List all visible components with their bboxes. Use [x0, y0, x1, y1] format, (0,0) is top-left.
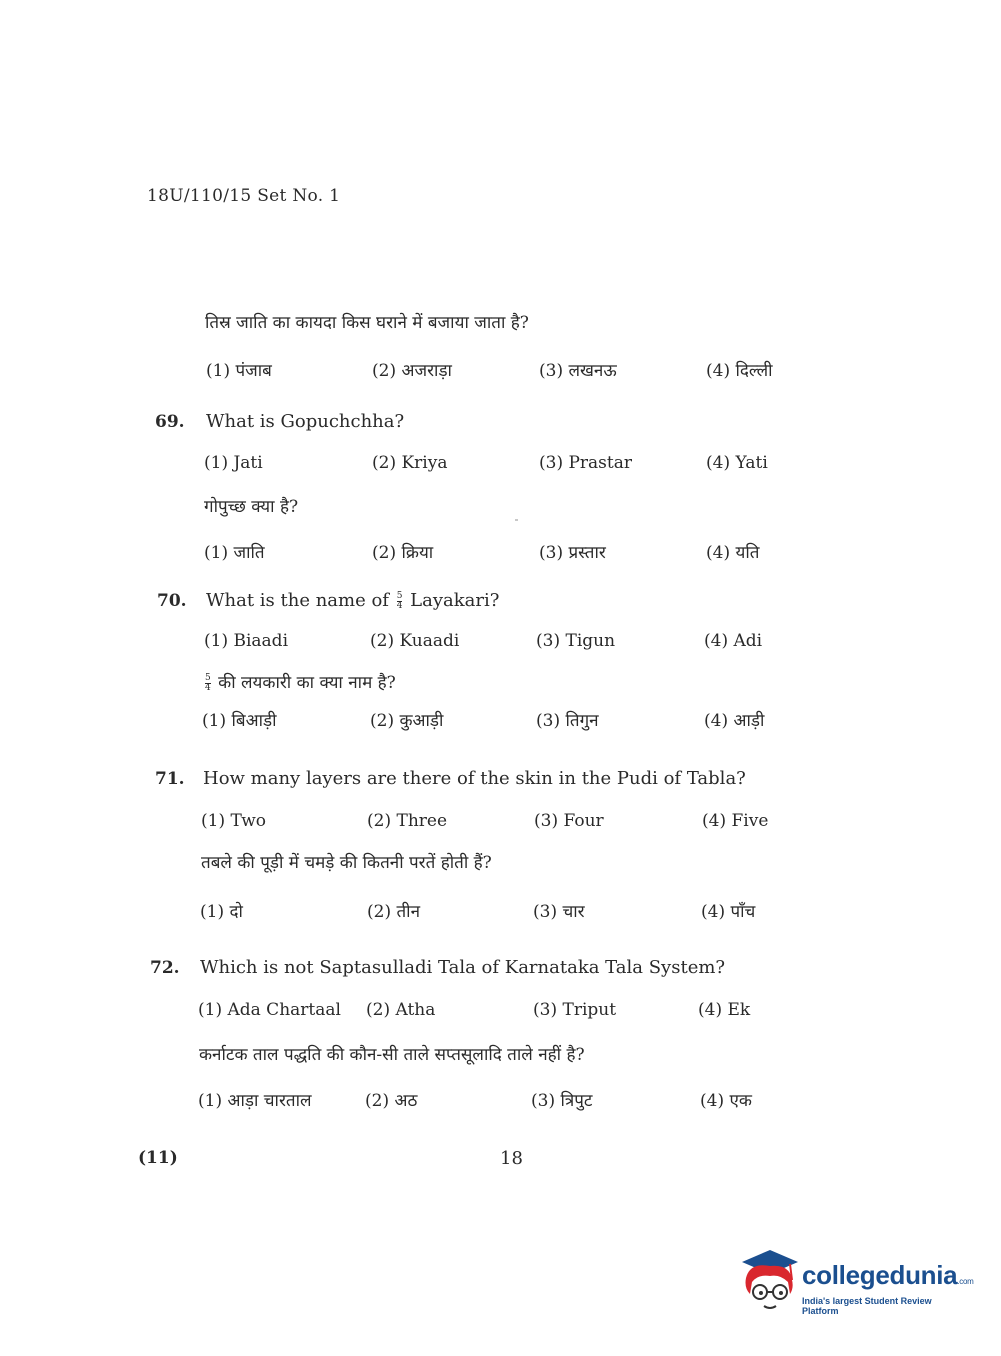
q70-option-1: (1) Biaadi	[204, 631, 289, 651]
q71-hindi-option-3: (3) चार	[533, 902, 585, 922]
q69-hindi-option-2: (2) क्रिया	[372, 543, 434, 563]
q70-hindi-option-2: (2) कुआड़ी	[370, 711, 444, 731]
scan-speck	[515, 519, 518, 521]
q72-option-3: (3) Triput	[533, 1000, 617, 1020]
logo-brand	[802, 1260, 973, 1291]
q70-option-3: (3) Tigun	[536, 631, 616, 651]
q69-option-1: (1) Jati	[204, 453, 263, 473]
q71-hindi-question: तबले की पूड़ी में चमड़े की कितनी परतें होती हैं?	[201, 853, 492, 873]
q70-number: 70.	[157, 591, 187, 611]
q70-hindi-option-1: (1) बिआड़ी	[202, 711, 277, 731]
page-number: 18	[500, 1148, 523, 1169]
q71-number: 71.	[155, 769, 185, 789]
q69-hindi-option-1: (1) जाति	[204, 543, 265, 563]
q71-option-3: (3) Four	[534, 811, 604, 831]
q68-option-1: (1) पंजाब	[206, 361, 272, 381]
mascot-icon	[740, 1248, 800, 1318]
q71-option-4: (4) Five	[702, 811, 769, 831]
collegedunia-logo	[740, 1248, 974, 1318]
q72-number: 72.	[150, 958, 180, 978]
q70-option-2: (2) Kuaadi	[370, 631, 460, 651]
q69-question: What is Gopuchchha?	[206, 411, 405, 432]
q72-question: Which is not Saptasulladi Tala of Karnataka Tala System?	[200, 957, 726, 978]
q69-option-2: (2) Kriya	[372, 453, 448, 473]
q72-hindi-option-3: (3) त्रिपुट	[531, 1091, 593, 1111]
q71-option-1: (1) Two	[201, 811, 267, 831]
q68-option-3: (3) लखनऊ	[539, 361, 617, 381]
q72-hindi-option-1: (1) आड़ा चारताल	[198, 1091, 312, 1111]
set-number: 18U/110/15 Set No. 1	[147, 186, 341, 206]
q70-hindi-option-3: (3) तिगुन	[536, 711, 599, 731]
q70-hindi-question	[203, 670, 396, 693]
q71-question: How many layers are there of the skin in the Pudi of Tabla?	[203, 768, 746, 789]
q68-option-2: (2) अजराड़ा	[372, 361, 452, 381]
logo-suffix: .com	[957, 1277, 974, 1286]
q70-hindi-fraction	[205, 674, 211, 693]
q69-option-4: (4) Yati	[706, 453, 768, 473]
q71-hindi-option-4: (4) पाँच	[701, 902, 756, 922]
footer-code: (11)	[138, 1148, 178, 1168]
q71-hindi-option-1: (1) दो	[200, 902, 243, 922]
fraction-denominator: 4	[205, 683, 211, 693]
q69-option-3: (3) Prastar	[539, 453, 633, 473]
q72-option-4: (4) Ek	[698, 1000, 751, 1020]
logo-brand-text: collegedunia	[802, 1260, 958, 1290]
q72-hindi-option-2: (2) अठ	[365, 1091, 418, 1111]
q72-option-2: (2) Atha	[366, 1000, 436, 1020]
q71-option-2: (2) Three	[367, 811, 448, 831]
q69-number: 69.	[155, 412, 185, 432]
q71-hindi-option-2: (2) तीन	[367, 902, 421, 922]
q70-fraction	[397, 592, 403, 611]
q69-hindi-option-3: (3) प्रस्तार	[539, 543, 606, 563]
q70-hindi-option-4: (4) आड़ी	[704, 711, 765, 731]
q70-question	[206, 590, 499, 611]
q72-hindi-option-4: (4) एक	[700, 1091, 752, 1111]
q72-hindi-question: कर्नाटक ताल पद्धति की कौन-सी ताले सप्तसूलादि ताले नहीं है?	[199, 1045, 585, 1065]
q68-hindi-question: तिस्र जाति का कायदा किस घराने में बजाया जाता है?	[205, 313, 529, 333]
q70-question-post: Layakari?	[410, 590, 500, 611]
q69-hindi-option-4: (4) यति	[706, 543, 760, 563]
q70-hindi-question-post: की लयकारी का क्या नाम है?	[218, 673, 396, 693]
q69-hindi-question: गोपुच्छ क्या है?	[204, 497, 299, 517]
q70-option-4: (4) Adi	[704, 631, 763, 651]
logo-tagline: India's largest Student Review Platform	[802, 1296, 932, 1316]
q70-question-pre: What is the name of	[206, 590, 389, 611]
q68-option-4: (4) दिल्ली	[706, 361, 773, 381]
q72-option-1: (1) Ada Chartaal	[198, 1000, 341, 1020]
fraction-denominator: 4	[396, 600, 403, 611]
fraction-numerator: 5	[205, 673, 211, 683]
fraction-numerator: 5	[396, 590, 403, 601]
